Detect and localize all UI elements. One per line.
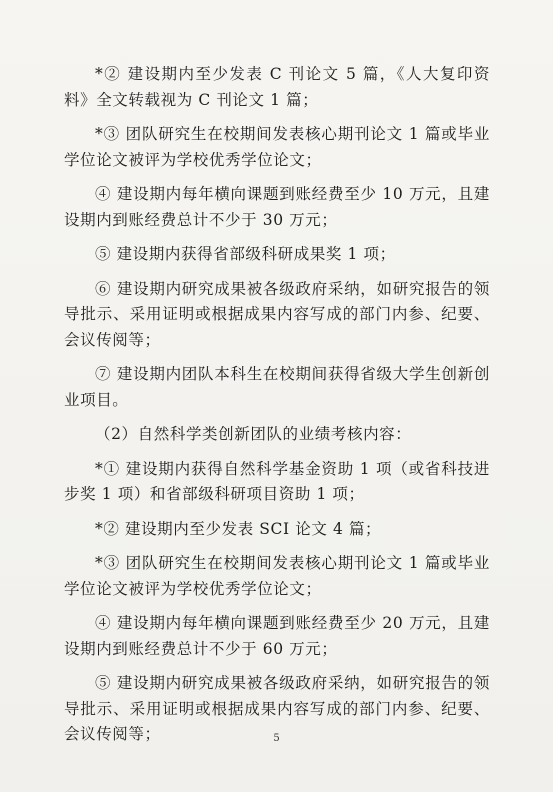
paragraph-humanities-item-4: ④ 建设期内每年横向课题到账经费至少 10 万元，且建设期内到账经费总计不少于 30 万元；: [64, 185, 490, 229]
section-heading-natural-science: （2）自然科学类创新团队的业绩考核内容：: [95, 425, 412, 443]
paragraph-science-item-3: *③ 团队研究生在校期间发表核心期刊论文 1 篇或毕业学位论文被评为学校优秀学位论文；: [64, 554, 490, 598]
page-number: 5: [273, 733, 280, 744]
paragraph-humanities-item-5: ⑤ 建设期内获得省部级科研成果奖 1 项；: [95, 245, 396, 263]
paragraph-humanities-item-3: *③ 团队研究生在校期间发表核心期刊论文 1 篇或毕业学位论文被评为学校优秀学位论文；: [64, 125, 490, 169]
paragraph-humanities-item-6: ⑥ 建设期内研究成果被各级政府采纳，如研究报告的领导批示、采用证明或根据成果内容写成的部门内参、纪要、会议传阅等；: [64, 279, 490, 349]
paragraph-science-item-1: *① 建设期内获得自然科学基金资助 1 项（或省科技进步奖 1 项）和省部级科研项目资助 1 项；: [64, 459, 490, 503]
paragraph-science-item-2: *② 建设期内至少发表 SCI 论文 4 篇；: [95, 519, 382, 538]
document-body: [64, 62, 490, 757]
paragraph-science-item-4: ④ 建设期内每年横向课题到账经费至少 20 万元，且建设期内到账经费总计不少于 60 万元；: [64, 614, 490, 658]
paragraph-humanities-item-2: *② 建设期内至少发表 C 刊论文 5 篇，《人大复印资料》全文转载视为 C 刊论文 1 篇；: [64, 65, 490, 109]
paragraph-humanities-item-7: ⑦ 建设期内团队本科生在校期间获得省级大学生创新创业项目。: [64, 365, 490, 409]
paragraph-science-item-5: ⑤ 建设期内研究成果被各级政府采纳，如研究报告的领导批示、采用证明或根据成果内容写成的部门内参、纪要、会议传阅等；: [64, 674, 490, 743]
